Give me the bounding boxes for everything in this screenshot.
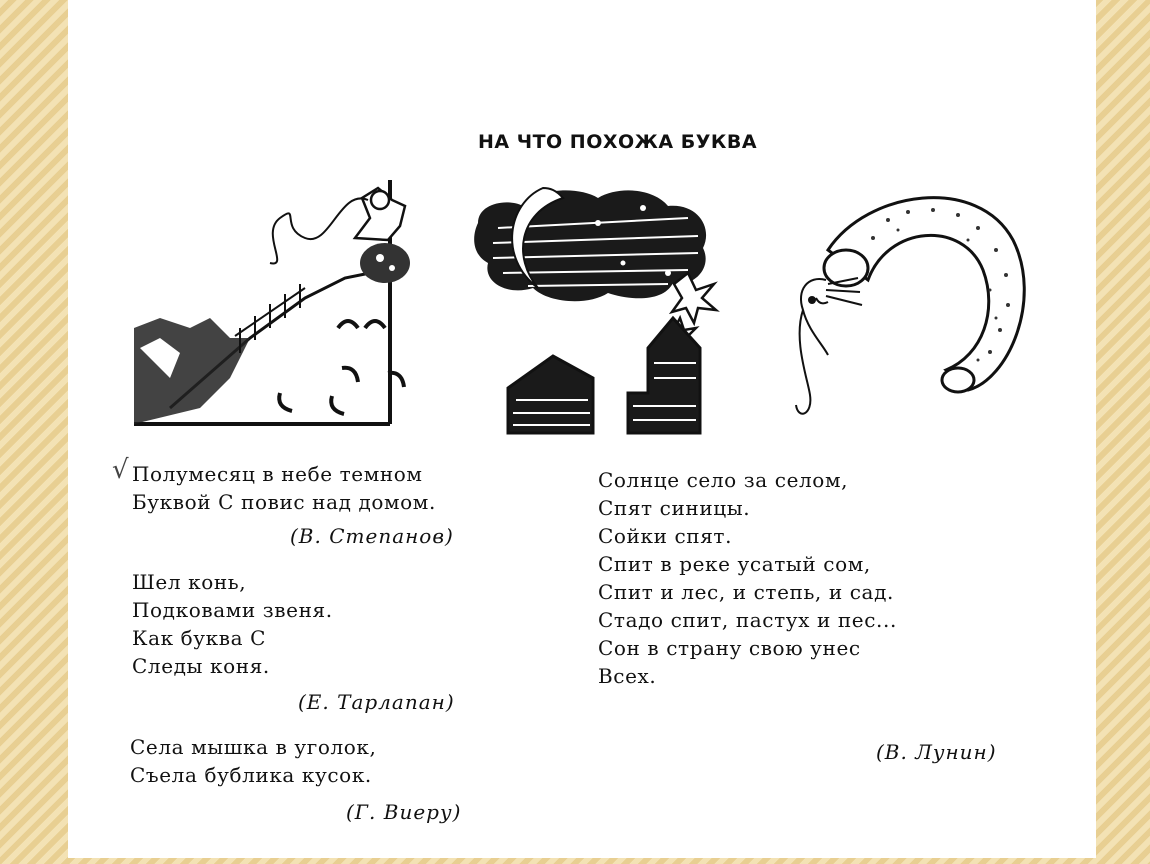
poem-2-author: (Е. Тарлапан) [298,690,455,714]
poem-line: Подковами звеня. [132,598,333,622]
poem-line: Полумесяц в небе темном [132,462,423,486]
poem-2 [132,568,333,680]
page-title: НА ЧТО ПОХОЖА БУКВА [478,131,758,153]
poem-line: Всех. [598,664,657,688]
poem-3 [130,733,376,789]
poem-line: Сон в страну свою унес [598,636,861,660]
crescent-moon-night-icon [468,178,728,438]
poem-line: Спит в реке усатый сом, [598,552,871,576]
poem-line: Стадо спит, пастух и пес... [598,608,897,632]
poem-line: Шел конь, [132,570,247,594]
poem-line: Спят синицы. [598,496,751,520]
poem-line: Следы коня. [132,654,270,678]
poem-line: Буквой С повис над домом. [132,490,436,514]
rider-on-hill-icon [130,178,420,428]
poem-line: Как буква С [132,626,267,650]
poem-line: Сойки спят. [598,524,733,548]
bagel-mouse-icon [768,180,1038,440]
poem-line: Спит и лес, и степь, и сад. [598,580,894,604]
book-page [68,0,1096,858]
poem-1-author: (В. Степанов) [290,524,454,548]
poem-line: Села мышка в уголок, [130,735,377,759]
poem-1 [132,460,436,516]
poem-4 [598,466,897,690]
check-mark-icon: √ [112,455,129,485]
poem-line: Солнце село за селом, [598,468,849,492]
poem-line: Съела бублика кусок. [130,763,372,787]
poem-3-author: (Г. Виеру) [346,800,462,824]
poem-4-author: (В. Лунин) [876,740,997,764]
